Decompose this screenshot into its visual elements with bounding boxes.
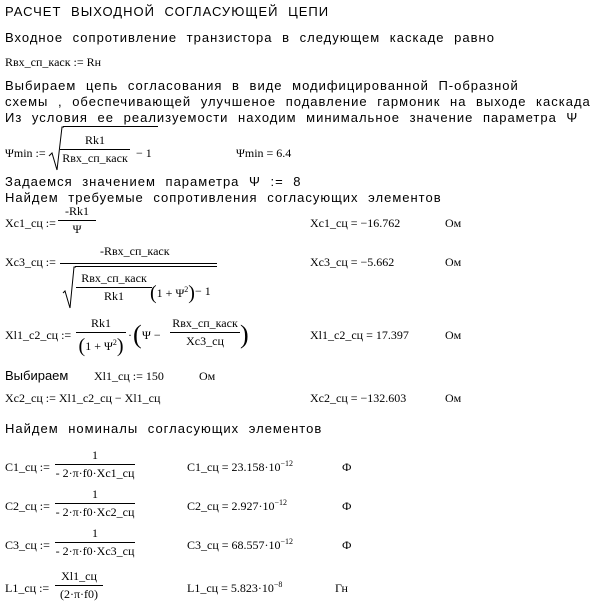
c2-numerator: 1 [92, 487, 98, 501]
xl1c2-denominator: $(1 + \Psi^2)$ [78, 335, 124, 357]
psimin-numerator: Rk1 [84, 133, 105, 147]
c3-denominator: - 2·π·f0·Xc3_сц [55, 544, 135, 558]
l1-exponent: −8 [273, 580, 283, 589]
paragraph-6: Найдем номиналы согласующих элементов [5, 421, 323, 436]
xc3-inner-numerator: Rвх_сп_каск [81, 271, 147, 285]
xc3-numerator: -Rвх_сп_каск [100, 244, 170, 258]
psimin-lhs: Ψmin := [5, 146, 46, 160]
c2-denominator: - 2·π·f0·Xc2_сц [55, 505, 135, 519]
c1-result [187, 461, 293, 474]
xl1c2-result: Xl1_c2_сц = 17.397 [310, 328, 409, 342]
c3-fraction [55, 526, 135, 559]
choose-expression: Xl1_сц := 150 [94, 369, 164, 383]
c2-unit: Ф [342, 499, 352, 513]
choose-label: Выбираем [5, 368, 69, 383]
paragraph-3: Из условия ее реализуемости находим минимальное значение параметра Ψ [5, 110, 579, 125]
dot-operator: · [128, 328, 132, 342]
c1-value: C1_сц = 23.158·10 [187, 460, 281, 474]
xc1-unit: Ом [445, 216, 462, 230]
xc3-inner-denominator: Rk1 [103, 289, 124, 303]
c1-unit: Ф [342, 460, 352, 474]
l1-numerator: Xl1_сц [61, 569, 97, 583]
c1-lhs: C1_сц := [5, 460, 50, 474]
xc2-unit: Ом [445, 391, 462, 405]
psimin-tail: − 1 [136, 146, 152, 160]
xl1c2-lhs: Xl1_c2_сц := [5, 328, 72, 342]
paragraph-5: Найдем требуемые сопротивления согласующих элементов [5, 190, 442, 205]
c3-result [187, 539, 293, 552]
page-title: РАСЧЕТ ВЫХОДНОЙ СОГЛАСУЮЩЕЙ ЦЕПИ [5, 4, 330, 19]
sqrt-overline [63, 126, 158, 127]
xc3-paren-term: $(1 + \Psi^2)$ [150, 282, 195, 304]
xl1c2-open-paren: ( [133, 320, 142, 349]
c3-numerator: 1 [92, 526, 98, 540]
xc3-tail: − 1 [195, 284, 211, 298]
xc3-result: Xc3_сц = −5.662 [310, 255, 395, 269]
l1-result [187, 582, 282, 595]
xc3-fraction-bar [60, 263, 217, 264]
xl1c2-unit: Ом [445, 328, 462, 342]
c2-value: C2_сц = 2.927·10 [187, 499, 275, 513]
xl1c2-fraction [76, 316, 126, 357]
psimin-fraction [60, 133, 130, 166]
paragraph-4: Задаемся значением параметра Ψ := 8 [5, 174, 302, 189]
xc1-fraction [58, 204, 96, 237]
paragraph-1: Выбираем цепь согласования в виде модифицированной П-образной [5, 78, 519, 93]
c2-exponent: −12 [274, 498, 288, 507]
c2-result [187, 500, 287, 513]
c3-exponent: −12 [280, 537, 294, 546]
c1-numerator: 1 [92, 448, 98, 462]
sqrt-sign [62, 266, 76, 310]
c3-lhs: C3_сц := [5, 538, 50, 552]
xl1c2-mid: Ψ − [142, 328, 161, 342]
xl1c2-close-paren: ) [240, 320, 249, 349]
choose-unit: Ом [199, 369, 216, 383]
sqrt-overline [75, 266, 217, 267]
l1-unit: Гн [335, 581, 348, 595]
xc1-result: Xc1_сц = −16.762 [310, 216, 401, 230]
c2-fraction [55, 487, 135, 520]
rin-definition: Rвх_сп_каск := Rн [5, 55, 102, 69]
c1-denominator: - 2·π·f0·Xc1_сц [55, 466, 135, 480]
xc1-denominator: Ψ [72, 222, 82, 236]
c1-exponent: −12 [280, 459, 294, 468]
c3-value: C3_сц = 68.557·10 [187, 538, 281, 552]
c2-lhs: C2_сц := [5, 499, 50, 513]
xl1c2-inner-numerator: Rвх_сп_каск [172, 316, 238, 330]
xl1c2-inner-fraction [170, 316, 240, 349]
l1-lhs: L1_сц := [5, 581, 50, 595]
c1-fraction [55, 448, 135, 481]
xc1-numerator: -Rk1 [65, 204, 89, 218]
xc2-result: Xc2_сц = −132.603 [310, 391, 407, 405]
xl1c2-numerator: Rk1 [90, 316, 111, 330]
paragraph-2: схемы , обеспечивающей улучшеное подавление гармоник на выходе каскада [5, 94, 591, 109]
xc3-lhs: Xc3_сц := [5, 255, 56, 269]
c3-unit: Ф [342, 538, 352, 552]
xc2-expression: Xc2_сц := Xl1_c2_сц − Xl1_сц [5, 391, 161, 405]
l1-denominator: (2·π·f0) [59, 587, 99, 601]
l1-fraction [55, 569, 103, 602]
psimin-denominator: Rвх_сп_каск [62, 151, 128, 165]
xc1-lhs: Xc1_сц := [5, 216, 56, 230]
psimin-result: Ψmin = 6.4 [236, 146, 292, 160]
xc3-unit: Ом [445, 255, 462, 269]
intro-text: Входное сопротивление транзистора в следующем каскаде равно [5, 30, 495, 45]
l1-value: L1_сц = 5.823·10 [187, 581, 274, 595]
xc3-inner-fraction [76, 271, 152, 304]
xl1c2-inner-denominator: Xc3_сц [186, 334, 224, 348]
